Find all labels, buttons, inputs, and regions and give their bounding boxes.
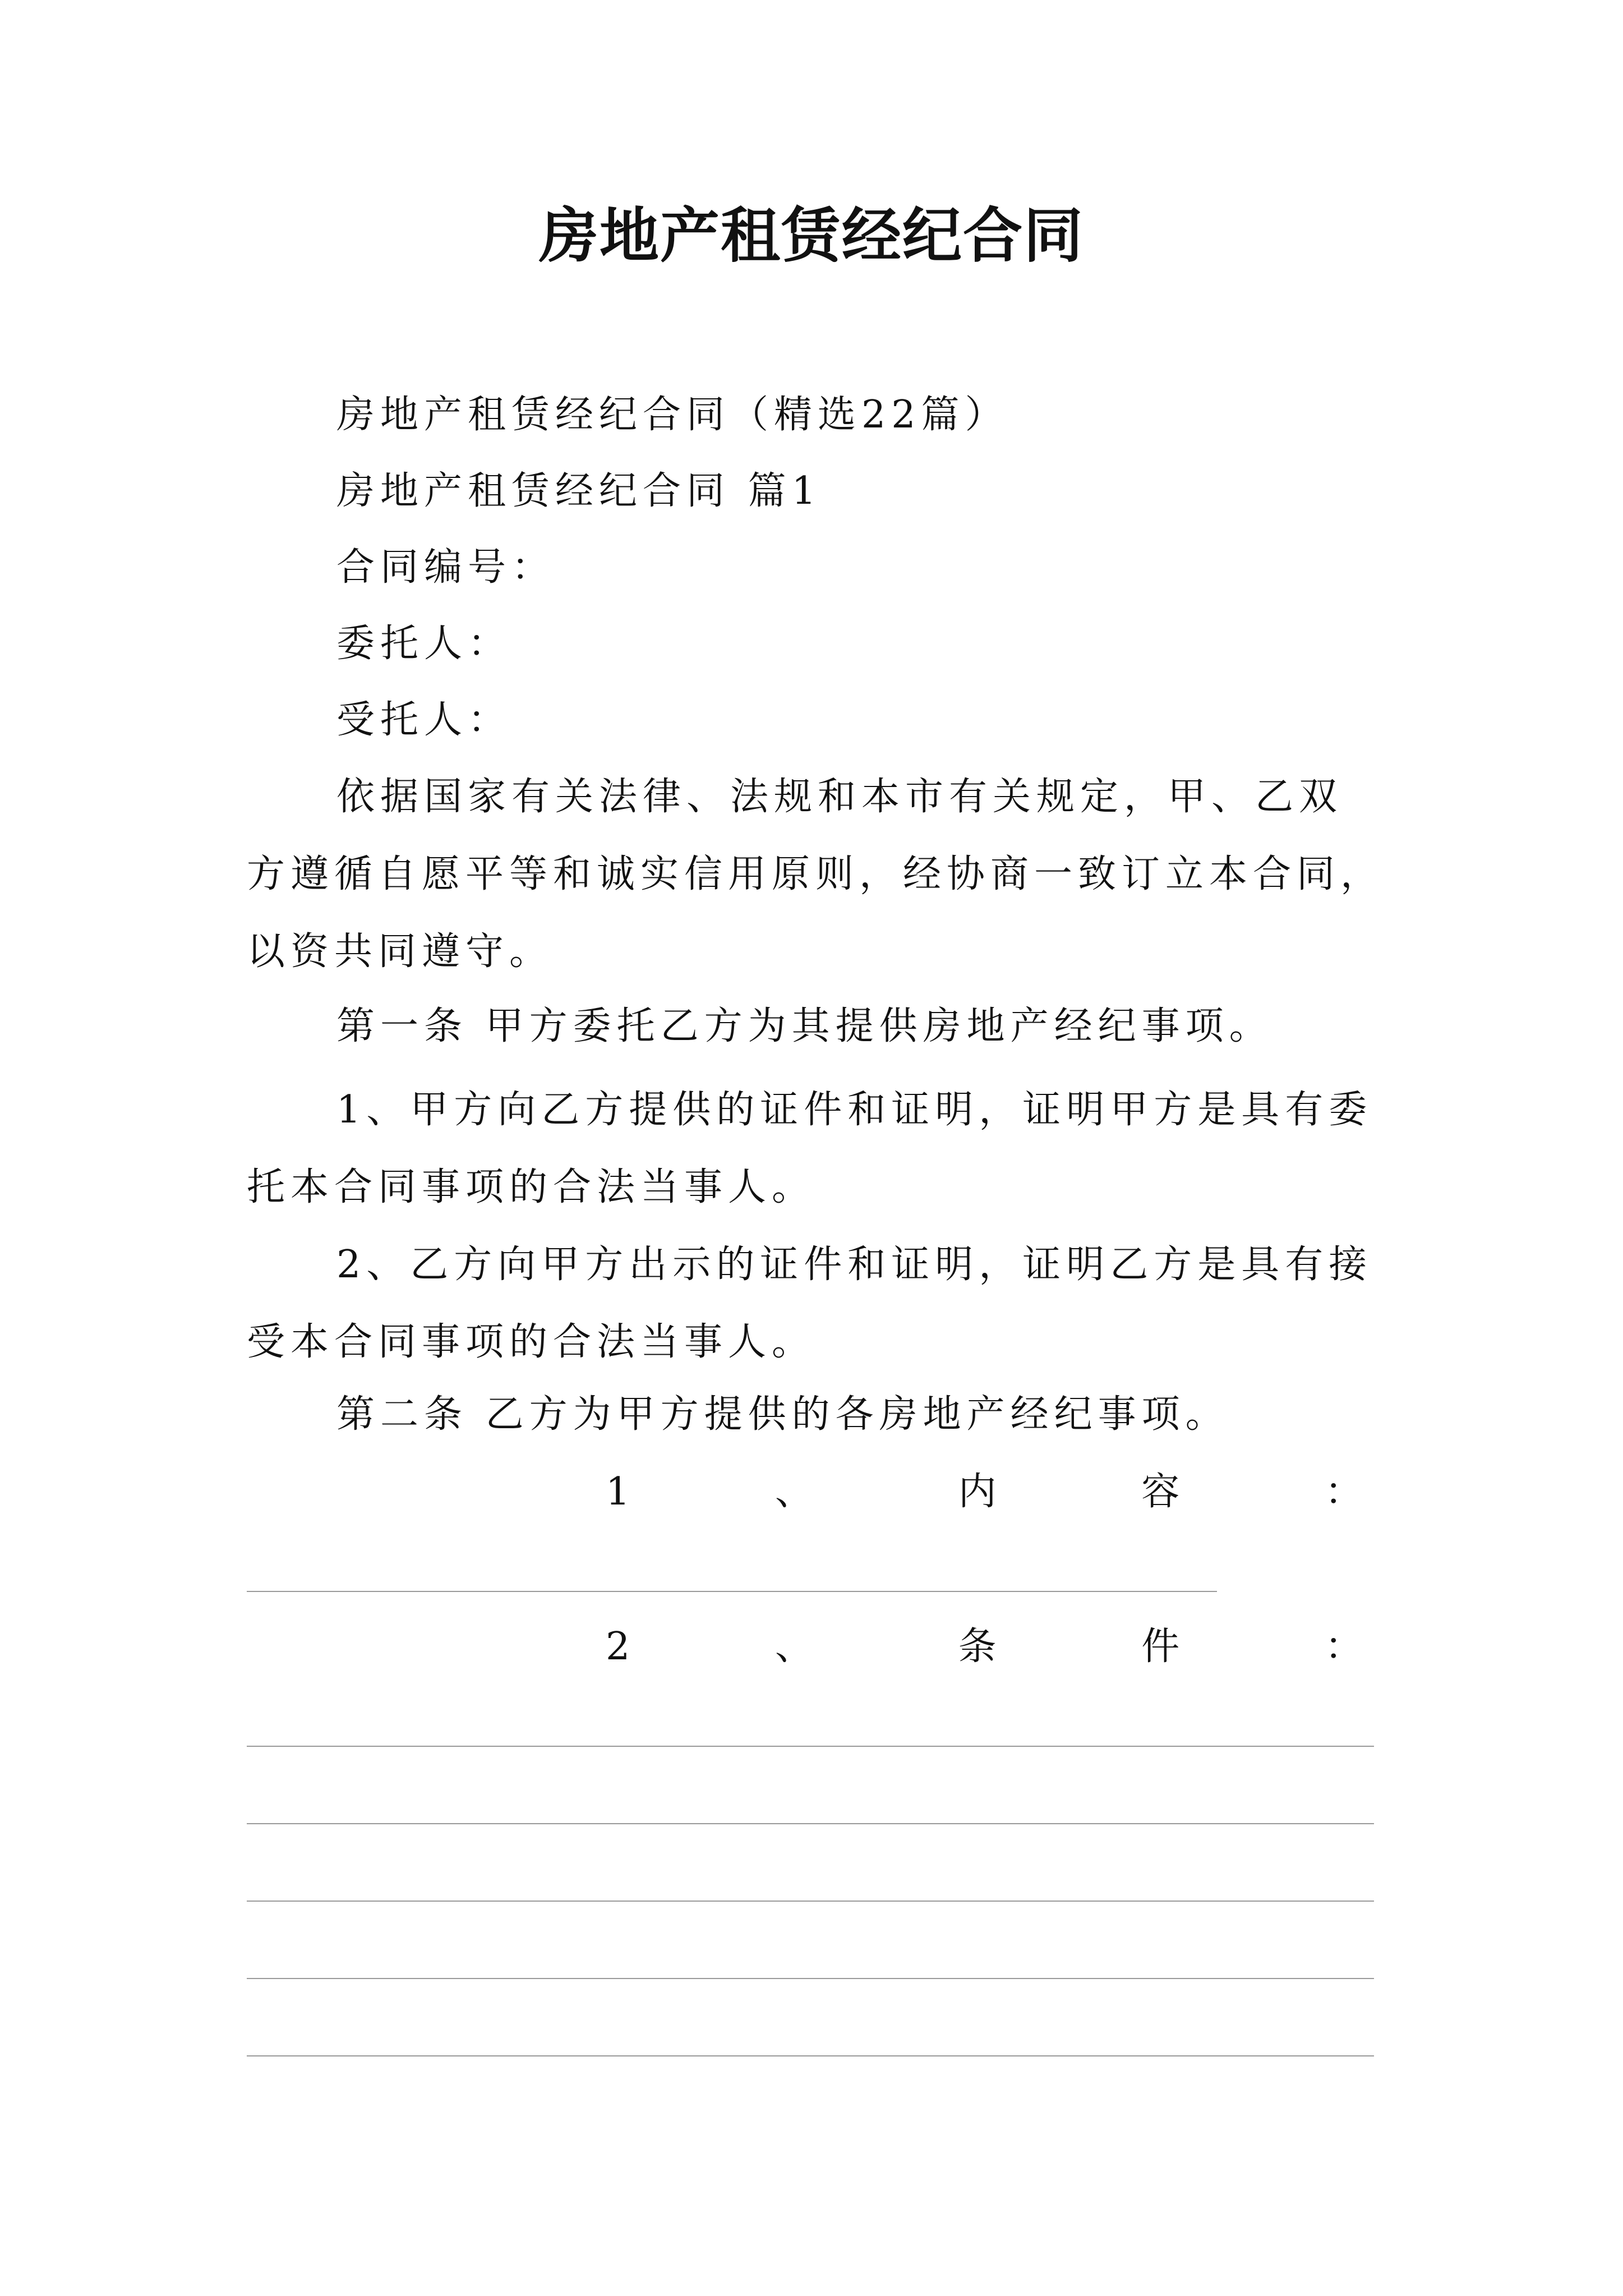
document-heading: 房地产租赁经纪合同（精选22篇） <box>336 393 1009 437</box>
blank-rule-2 <box>247 1823 1374 1824</box>
item-conditions-char2: 件 <box>1141 1625 1180 1669</box>
item-conditions-char1: 条 <box>958 1625 997 1669</box>
intro-paragraph: 依据国家有关法律、法规和本市有关规定，甲、乙双方遵循自愿平等和诚实信用原则，经协商一致订立本合同，以资共同遵守。 <box>247 775 1385 974</box>
document-title: 房地产租赁经纪合同 <box>539 200 1084 270</box>
article-1: 第一条 甲方委托乙方为其提供房地产经纪事项。 <box>336 1004 1273 1048</box>
item-content-line <box>606 1464 1363 1520</box>
item-conditions-colon: ： <box>1324 1625 1363 1669</box>
item-content-char1: 内 <box>958 1470 997 1514</box>
agent-line: 受托人： <box>336 698 512 742</box>
article-2: 第二条 乙方为甲方提供的各房地产经纪事项。 <box>336 1392 1229 1437</box>
clause-2: 2、乙方向甲方出示的证件和证明，证明乙方是具有接受本合同事项的合法当事人。 <box>247 1243 1373 1364</box>
clause-1: 1、甲方向乙方提供的证件和证明，证明甲方是具有委托本合同事项的合法当事人。 <box>247 1088 1373 1209</box>
item-content-char2: 容 <box>1141 1470 1180 1514</box>
principal-line: 委托人： <box>336 622 512 666</box>
item-conditions-line <box>606 1619 1363 1675</box>
blank-rule-1 <box>247 1746 1374 1747</box>
contract-number-line: 合同编号： <box>336 545 556 590</box>
blank-rule-content <box>247 1591 1217 1592</box>
item-content-number: 1 <box>606 1470 630 1514</box>
blank-rule-5 <box>247 2055 1374 2056</box>
item-conditions-number: 2 <box>606 1625 630 1669</box>
section-heading: 房地产租赁经纪合同 篇1 <box>336 469 822 513</box>
item-content-colon: ： <box>1324 1470 1363 1514</box>
blank-rule-3 <box>247 1901 1374 1902</box>
item-content-sep: 、 <box>774 1470 813 1514</box>
blank-rule-4 <box>247 1978 1374 1979</box>
item-conditions-sep: 、 <box>774 1625 813 1669</box>
